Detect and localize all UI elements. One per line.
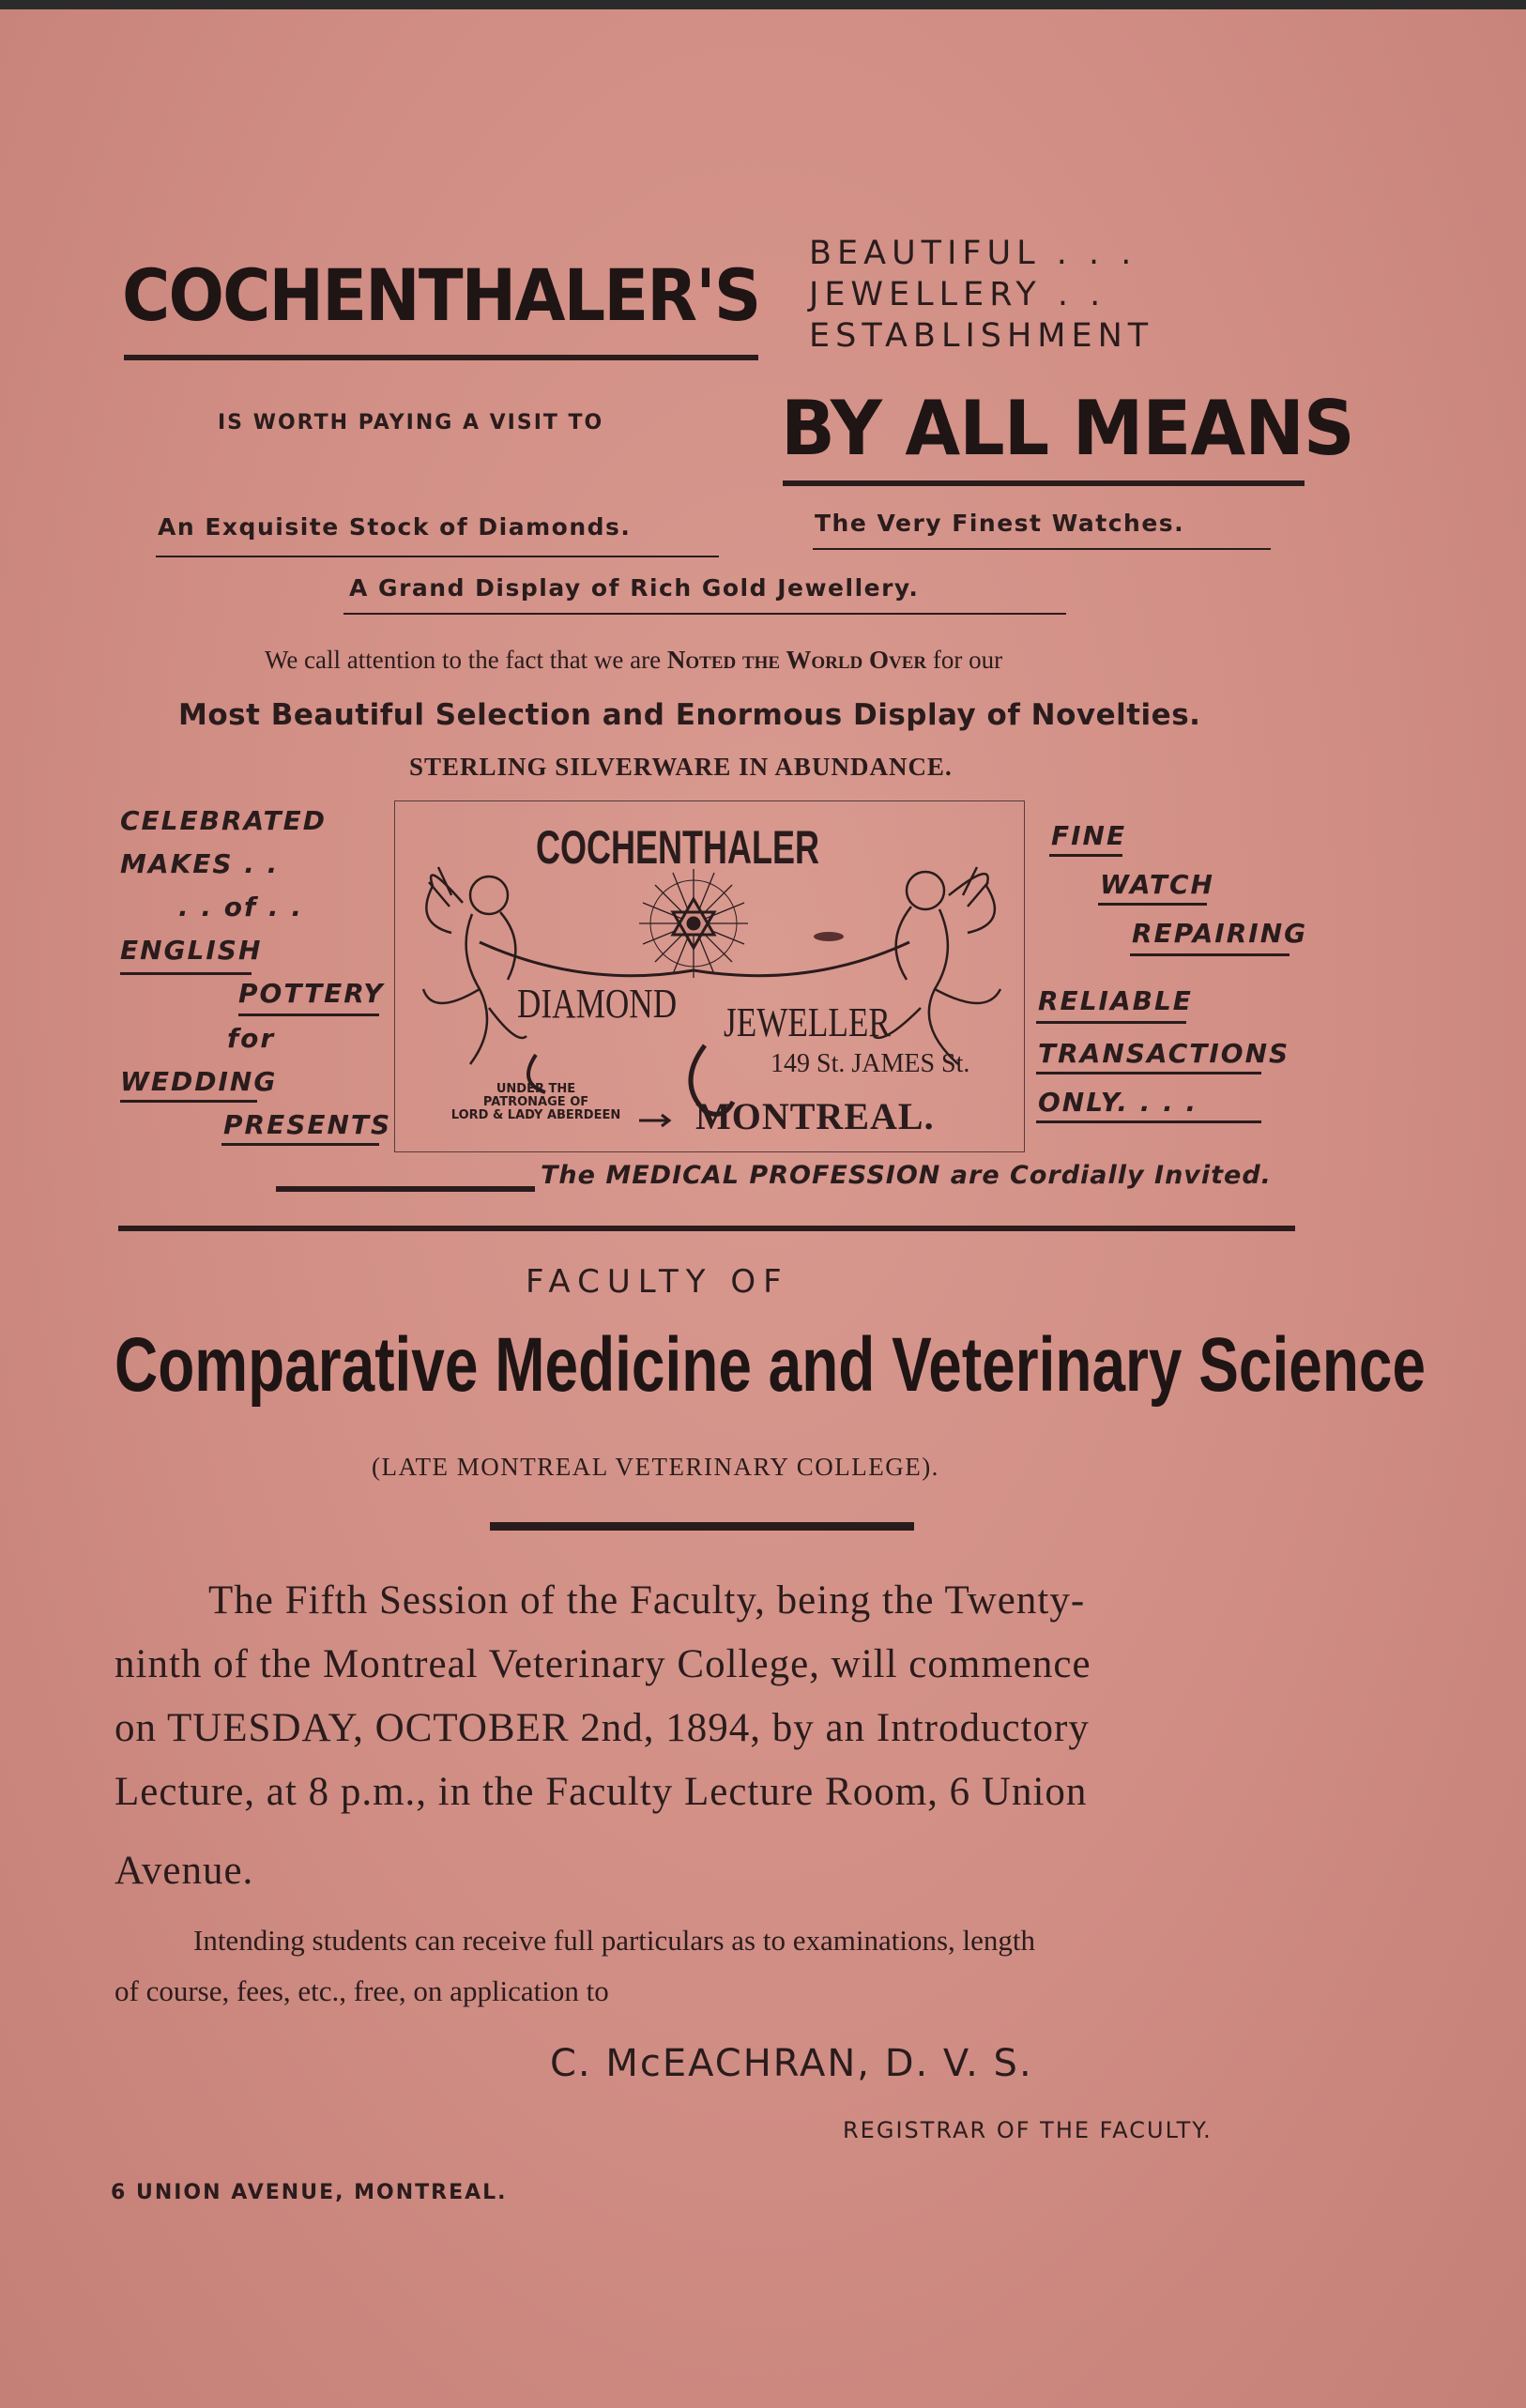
paragraph-line: ninth of the Montreal Veterinary College, will commence [114,1642,1091,1686]
paragraph-line: on TUESDAY, OCTOBER 2nd, 1894, by an Introductory [114,1706,1090,1750]
left-underline [120,972,252,975]
right-underline [1130,953,1289,956]
right-underline [1036,1072,1261,1074]
faculty-title: Comparative Medicine and Veterinary Science [114,1322,1427,1408]
logo-patronage [433,1083,639,1122]
attention-start: We call attention to the fact that we are [265,646,667,674]
scan-top-edge [0,0,1526,9]
logo-title: COCHENTHALER [536,821,819,874]
left-column-line: . . of . . [178,892,303,922]
registrar-name: C. McEACHRAN, D. V. S. [550,2042,1033,2085]
gold-jewellery-line: A Grand Display of Rich Gold Jewellery. [349,574,920,602]
ribbon-knot [814,932,844,941]
right-column-line: TRANSACTIONS [1038,1038,1290,1069]
logo-diamond: DIAMOND [517,981,678,1027]
watches-underline [813,548,1271,550]
paragraph-line: The Fifth Session of the Faculty, being the Twenty- [208,1578,1086,1623]
star-emblem-icon [639,869,748,978]
left-underline [238,1013,379,1016]
left-column-line: CELEBRATED [120,805,328,836]
faculty-address: 6 UNION AVENUE, MONTREAL. [111,2181,508,2204]
patronage-line: UNDER THE [496,1082,576,1096]
tagline [809,233,1153,357]
by-all-means-heading: BY ALL MEANS [781,385,1354,472]
faculty-heading: FACULTY OF [526,1263,789,1301]
tagline-line: ESTABLISHMENT [809,317,1154,355]
late-college-line: (LATE MONTREAL VETERINARY COLLEGE). [372,1453,939,1481]
most-beautiful-line: Most Beautiful Selection and Enormous Display of Novelties. [178,698,1201,732]
paragraph-line: Avenue. [114,1849,254,1893]
brand-name: COCHENTHALER'S [122,253,760,337]
diamonds-underline [156,556,719,557]
worth-visit-text: IS WORTH PAYING A VISIT TO [218,411,604,434]
noted-world-over: Noted the World Over [666,646,927,674]
logo-jeweller: JEWELLER [724,999,891,1045]
right-cherub-icon [874,867,1000,1064]
medical-rule [276,1186,535,1192]
right-column-line: RELIABLE [1038,985,1193,1016]
tagline-line: BEAUTIFUL . . . [809,235,1137,272]
left-column-line: MAKES . . [120,848,280,879]
left-column-line: WEDDING [120,1066,278,1097]
left-underline [221,1143,379,1146]
patronage-line: LORD & LADY ABERDEEN [450,1108,621,1122]
left-underline [120,1100,257,1103]
gold-underline [343,613,1066,615]
right-column-line: WATCH [1100,869,1214,900]
right-underline [1036,1120,1261,1123]
logo-address: 149 St. JAMES St. [771,1049,970,1078]
intending-line: Intending students can receive full particulars as to examinations, length [193,1924,1036,1957]
by-all-means-underline [783,480,1305,486]
logo-city: MONTREAL. [695,1095,935,1137]
brand-underline [124,355,758,360]
silverware-line: STERLING SILVERWARE IN ABUNDANCE. [409,753,953,781]
right-column-line: REPAIRING [1132,918,1308,949]
right-column-line: ONLY. . . . [1038,1087,1198,1118]
right-underline [1098,903,1207,906]
left-column-line: ENGLISH [120,935,263,966]
patronage-line: PATRONAGE OF [482,1095,589,1109]
medical-profession-line: The MEDICAL PROFESSION are Cordially Invited. [541,1161,1272,1190]
registrar-title: REGISTRAR OF THE FACULTY. [843,2117,1213,2143]
left-column-line: PRESENTS [223,1109,392,1140]
cochenthaler-logo [394,800,1025,1152]
attention-end: for our [926,646,1003,674]
title-rule [490,1522,914,1531]
intending-line: of course, fees, etc., free, on application to [114,1974,609,2007]
left-cherub-icon [423,867,526,1064]
tagline-line: JEWELLERY . . [809,276,1106,313]
right-underline [1049,854,1122,857]
diamonds-line: An Exquisite Stock of Diamonds. [158,513,632,541]
left-column-line: for [227,1023,276,1054]
left-column-line: POTTERY [238,978,385,1009]
section-divider [118,1226,1295,1231]
attention-line [265,646,1002,675]
arrow-ornament [639,1115,669,1126]
right-column-line: FINE [1051,820,1127,851]
paragraph-line: Lecture, at 8 p.m., in the Faculty Lecture Room, 6 Union [114,1770,1088,1814]
watches-line: The Very Finest Watches. [815,510,1185,537]
right-underline [1036,1021,1186,1024]
